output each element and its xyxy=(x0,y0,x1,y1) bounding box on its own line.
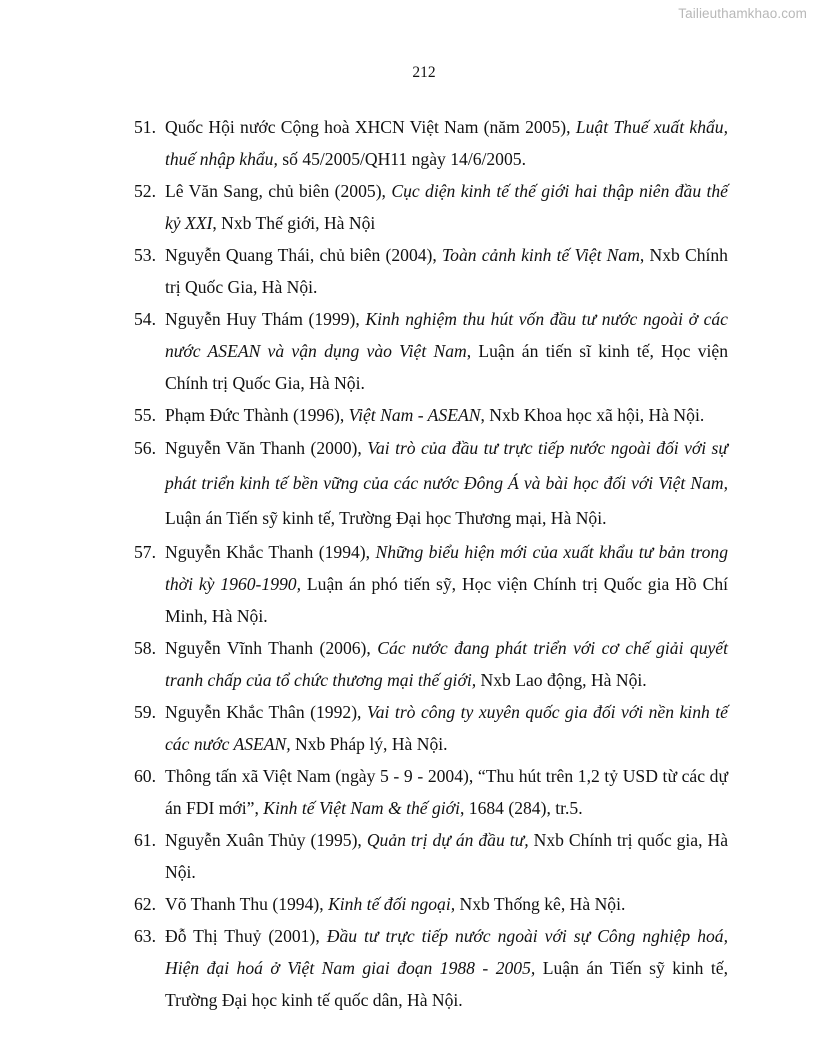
reference-text: Đỗ Thị Thuỷ (2001), xyxy=(165,926,327,946)
reference-item xyxy=(134,888,728,920)
reference-title: Quản trị dự án đầu tư, xyxy=(366,830,529,850)
reference-number: 56. xyxy=(134,438,156,458)
reference-text: , Nxb Chính trị Quốc Gia, Hà Nội. xyxy=(165,245,728,297)
reference-number: 61. xyxy=(134,830,156,850)
reference-text: số 45/2005/QH11 ngày 14/6/2005. xyxy=(277,149,526,169)
reference-text: , Nxb Thế giới, Hà Nội xyxy=(212,213,376,233)
reference-title: Những biểu hiện mới của xuất khẩu tư bản trong thời kỳ 1960-1990, xyxy=(165,542,728,594)
reference-item xyxy=(134,920,728,1016)
reference-text: Lê Văn Sang, chủ biên (2005), xyxy=(165,181,392,201)
reference-text: Nguyễn Văn Thanh (2000), xyxy=(165,438,368,458)
reference-item xyxy=(134,760,728,824)
reference-text: Luận án Tiến sỹ kinh tế, Trường Đại học Thương mại, Hà Nội. xyxy=(165,508,607,528)
reference-text: Võ Thanh Thu (1994), xyxy=(165,894,329,914)
reference-number: 59. xyxy=(134,702,156,722)
reference-title: Vai trò công ty xuyên quốc gia đối với nền kinh tế các nước ASEAN, xyxy=(165,702,728,754)
reference-text: Nguyễn Khắc Thân (1992), xyxy=(165,702,367,722)
reference-number: 52. xyxy=(134,181,156,201)
page-number: 212 xyxy=(412,64,436,81)
reference-text: Luận án phó tiến sỹ, Học viện Chính trị Quốc gia Hồ Chí Minh, Hà Nội. xyxy=(165,574,729,626)
reference-text: , Nxb Khoa học xã hội, Hà Nội. xyxy=(480,405,705,425)
reference-item xyxy=(134,303,728,399)
reference-title: Cục diện kinh tế thế giới hai thập niên đầu thế kỷ XXI xyxy=(165,181,728,233)
reference-title: Việt Nam - ASEAN xyxy=(348,405,481,425)
reference-text: Thông tấn xã Việt Nam (ngày 5 - 9 - 2004), “Thu hút trên 1,2 tỷ USD từ các dự án FDI mới”, xyxy=(165,766,728,818)
reference-text: Luận án Tiến sỹ kinh tế, Trường Đại học kinh tế quốc dân, Hà Nội. xyxy=(165,958,728,1010)
reference-title: Kinh nghiệm thu hút vốn đầu tư nước ngoài ở các nước ASEAN và vận dụng vào Việt Nam xyxy=(165,309,728,361)
reference-text: Nguyễn Xuân Thủy (1995), xyxy=(165,830,367,850)
reference-text: Nxb Lao động, Hà Nội. xyxy=(476,670,647,690)
reference-text: Nguyễn Huy Thám (1999), xyxy=(165,309,366,329)
reference-number: 63. xyxy=(134,926,156,946)
reference-item xyxy=(134,111,728,175)
reference-title: Các nước đang phát triển với cơ chế giải quyết tranh chấp của tổ chức thương mại thế giới, xyxy=(165,638,728,690)
reference-text: Nxb Chính trị quốc gia, Hà Nội. xyxy=(165,830,728,882)
reference-title: Kinh tế Việt Nam & thế giới xyxy=(263,798,460,818)
reference-number: 51. xyxy=(134,117,156,137)
reference-item xyxy=(134,696,728,760)
reference-title: Đầu tư trực tiếp nước ngoài với sự Công nghiệp hoá, Hiện đại hoá ở Việt Nam giai đoạn 1988 - 2005, xyxy=(165,926,728,978)
reference-item xyxy=(134,239,728,303)
reference-text: Nxb Thống kê, Hà Nội. xyxy=(455,894,626,914)
reference-number: 53. xyxy=(134,245,156,265)
reference-item xyxy=(134,431,728,536)
reference-text: Nguyễn Quang Thái, chủ biên (2004), xyxy=(165,245,442,265)
reference-list xyxy=(134,111,728,1016)
reference-number: 62. xyxy=(134,894,156,914)
reference-title: Vai trò của đầu tư trực tiếp nước ngoài đối với sự phát triển kinh tế bền vững của các nước Đông Á và bài học đối với Việt Nam, xyxy=(165,438,728,493)
reference-number: 57. xyxy=(134,542,156,562)
reference-item xyxy=(134,824,728,888)
reference-number: 60. xyxy=(134,766,156,786)
reference-number: 58. xyxy=(134,638,156,658)
reference-title: Toàn cảnh kinh tế Việt Nam xyxy=(442,245,640,265)
watermark: Tailieuthamkhao.com xyxy=(678,6,807,21)
reference-number: 55. xyxy=(134,405,156,425)
reference-text: Nxb Pháp lý, Hà Nội. xyxy=(290,734,448,754)
reference-text: Nguyễn Vĩnh Thanh (2006), xyxy=(165,638,378,658)
reference-item xyxy=(134,399,728,431)
reference-text: , 1684 (284), tr.5. xyxy=(459,798,583,818)
reference-item xyxy=(134,632,728,696)
reference-text: Phạm Đức Thành (1996), xyxy=(165,405,349,425)
reference-number: 54. xyxy=(134,309,156,329)
reference-item xyxy=(134,536,728,632)
reference-title: Luật Thuế xuất khẩu, thuế nhập khẩu, xyxy=(165,117,728,169)
reference-title: Kinh tế đối ngoại, xyxy=(328,894,456,914)
reference-item xyxy=(134,175,728,239)
reference-text: Nguyễn Khắc Thanh (1994), xyxy=(165,542,376,562)
reference-text: , Luận án tiến sĩ kinh tế, Học viện Chính trị Quốc Gia, Hà Nội. xyxy=(165,341,728,393)
reference-text: Quốc Hội nước Cộng hoà XHCN Việt Nam (năm 2005), xyxy=(165,117,576,137)
